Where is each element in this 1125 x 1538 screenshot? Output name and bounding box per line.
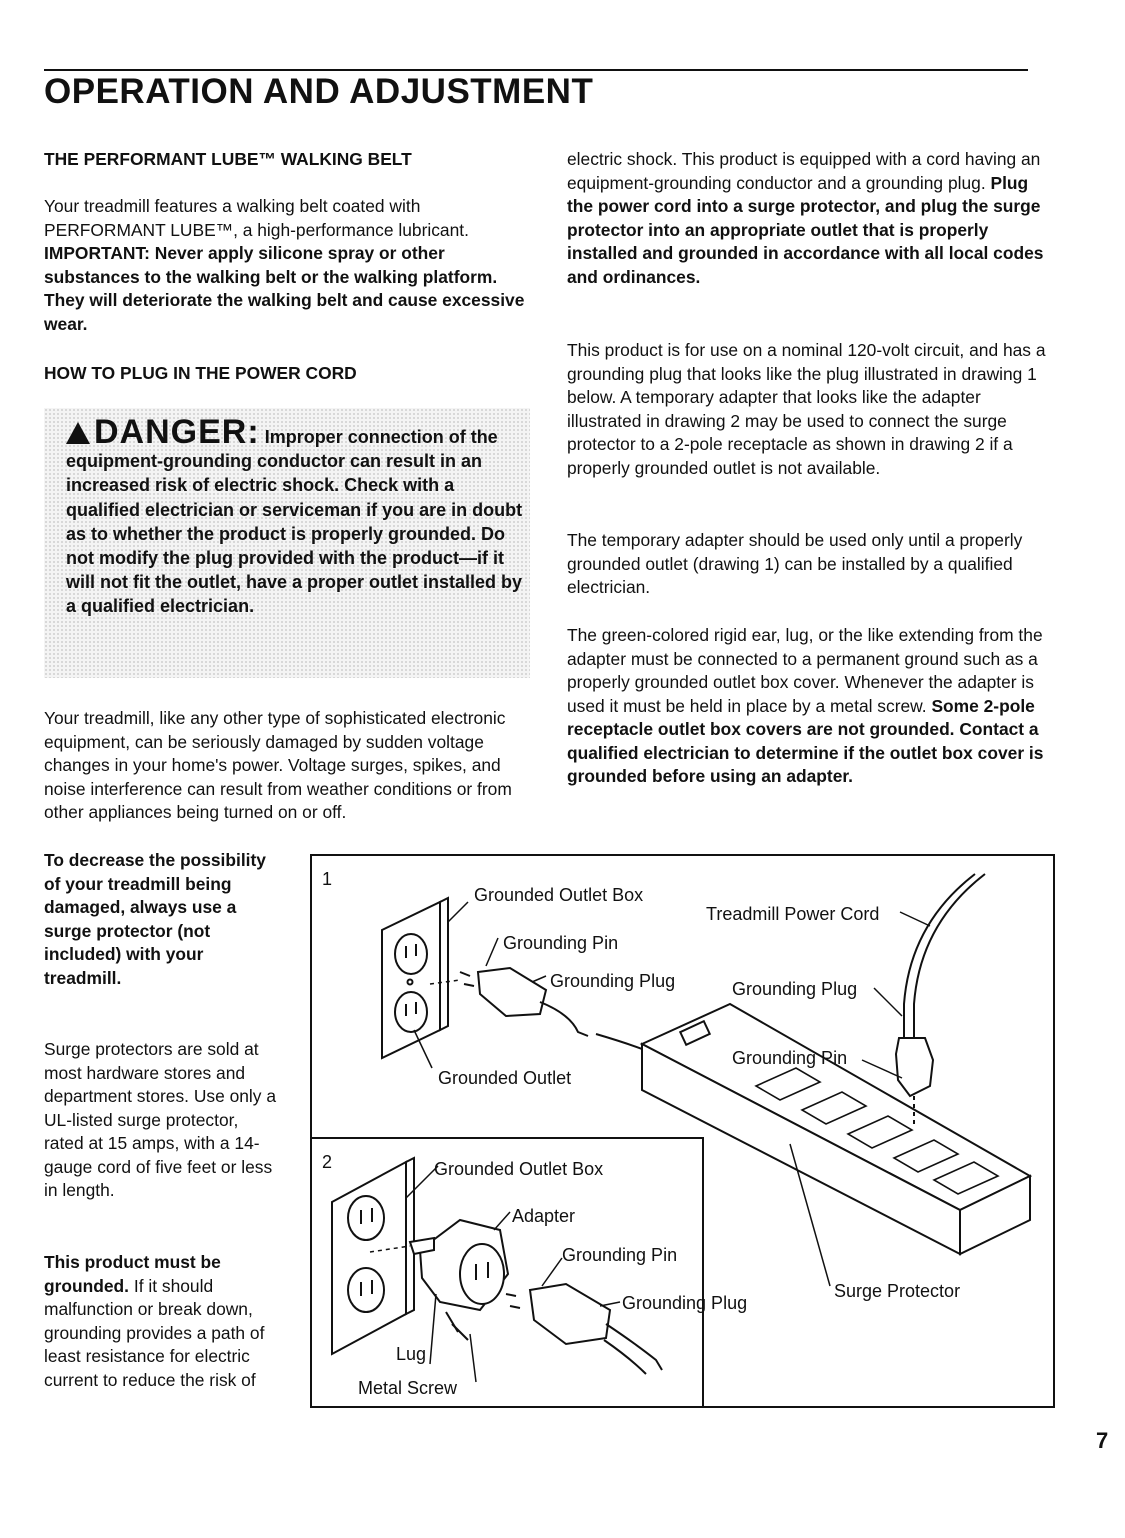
page-title: OPERATION AND ADJUSTMENT: [44, 72, 594, 111]
danger-text: Improper connection of the equipment-grounding conductor can result in an increased risk of electric shock. Check with a qualified electrician or serviceman if you are in doubt as to whether the product is properly grounded. Do not modify the plug provided with the product—if it will not fit the outlet, have a proper outlet installed by a qualified electrician.: [66, 427, 523, 617]
sp-grounding-pin-label: Grounding Pin: [732, 1048, 848, 1068]
surge-bold-paragraph: To decrease the possibility of your treadmill being damaged, always use a surge protector (not included) with your treadmill.: [44, 850, 266, 988]
ear-text: The green-colored rigid ear, lug, or the like extending from the adapter must be connected to a permanent ground such as a properly grounded outlet box cover. Whenever the adapter is used it must be held in place by a metal screw.: [567, 625, 1043, 716]
d2-metal-screw-label: Metal Screw: [358, 1378, 458, 1398]
danger-word: DANGER:: [94, 413, 260, 451]
page-number: 7: [1096, 1428, 1109, 1453]
d1-grounding-plug-label: Grounding Plug: [550, 971, 676, 991]
two-pole-outlet-illustration: [332, 1158, 414, 1354]
lube-paragraph: [44, 195, 539, 336]
d1-grounded-outlet-box-label: Grounded Outlet Box: [474, 885, 644, 905]
treadmill-cord-illustration: [896, 874, 985, 1124]
grounding-diagram: [310, 854, 1056, 1410]
d2-lug-label: Lug: [396, 1344, 427, 1364]
plug-heading: HOW TO PLUG IN THE POWER CORD: [44, 363, 357, 383]
grounded-bold: This product must be grounded.: [44, 1252, 221, 1296]
treadmill-power-cord-label: Treadmill Power Cord: [706, 904, 880, 924]
shock-paragraph: [567, 148, 1057, 289]
grounded-paragraph: [44, 1251, 276, 1392]
surge-protector-label: Surge Protector: [834, 1281, 961, 1301]
d2-grounding-plug-label: Grounding Plug: [622, 1293, 748, 1313]
surge-paragraph: Your treadmill, like any other type of sophisticated electronic equipment, can be seriously damaged by sudden voltage changes in your home's power. Voltage surges, spikes, and noise interference can result from weather conditions or from other appliances being turned on or off.: [44, 708, 512, 822]
warning-triangle-icon: [66, 422, 90, 444]
title-rule: [44, 69, 1028, 71]
circuit-paragraph: This product is for use on a nominal 120-volt circuit, and has a grounding plug that looks like the plug illustrated in drawing 1 below. A temporary adapter that looks like the adapter illustrated in drawing 2 may be used to connect the surge protector to a 2-pole receptacle as shown in drawing 2 if a properly grounded outlet is not available.: [567, 340, 1046, 478]
d1-grounded-outlet-label: Grounded Outlet: [438, 1068, 572, 1088]
protectors-paragraph: Surge protectors are sold at most hardware stores and department stores. Use only a UL-listed surge protector, rated at 15 amps, with a 14-gauge cord of five feet or less in length.: [44, 1039, 276, 1200]
lube-important: IMPORTANT: Never apply silicone spray or other substances to the walking belt or the walking platform. They will deteriorate the walking belt and cause excessive wear.: [44, 243, 525, 334]
lube-heading: THE PERFORMANT LUBE™ WALKING BELT: [44, 149, 412, 169]
lube-text: Your treadmill features a walking belt coated with PERFORMANT LUBE™, a high-performance lubricant.: [44, 196, 469, 240]
d2-adapter-label: Adapter: [512, 1206, 576, 1226]
ear-bold: Some 2-pole receptacle outlet box covers are not grounded. Contact a qualified electrician to determine if the outlet box cover is grounded before using an adapter.: [567, 695, 1044, 786]
grounded-text: If it should malfunction or break down, grounding provides a path of least resistance for electric current to reduce the risk of: [44, 1275, 265, 1390]
sp-grounding-plug-label: Grounding Plug: [732, 979, 858, 999]
danger-paragraph: [66, 413, 526, 619]
adapter-paragraph: The temporary adapter should be used only until a properly grounded outlet (drawing 1) can be installed by a qualified electrician.: [567, 530, 1023, 597]
drawing2-number: 2: [322, 1152, 333, 1172]
shock-bold: Plug the power cord into a surge protector, and plug the surge protector into an appropriate outlet that is properly installed and grounded in accordance with all local codes and ordinances.: [567, 172, 1044, 287]
surge-protector-illustration: [642, 1004, 1030, 1254]
drawing1-number: 1: [322, 869, 333, 889]
shock-text: electric shock. This product is equipped with a cord having an equipment-grounding conductor and a grounding plug.: [567, 149, 1041, 193]
d2-grounding-pin-label: Grounding Pin: [562, 1245, 678, 1265]
d1-grounding-pin-label: Grounding Pin: [503, 933, 619, 953]
ear-paragraph: [567, 624, 1057, 789]
danger-box: [44, 408, 530, 678]
adapter-illustration: [410, 1220, 508, 1340]
d2-grounded-outlet-box-label: Grounded Outlet Box: [434, 1159, 604, 1179]
grounded-outlet-illustration: [382, 898, 448, 1058]
